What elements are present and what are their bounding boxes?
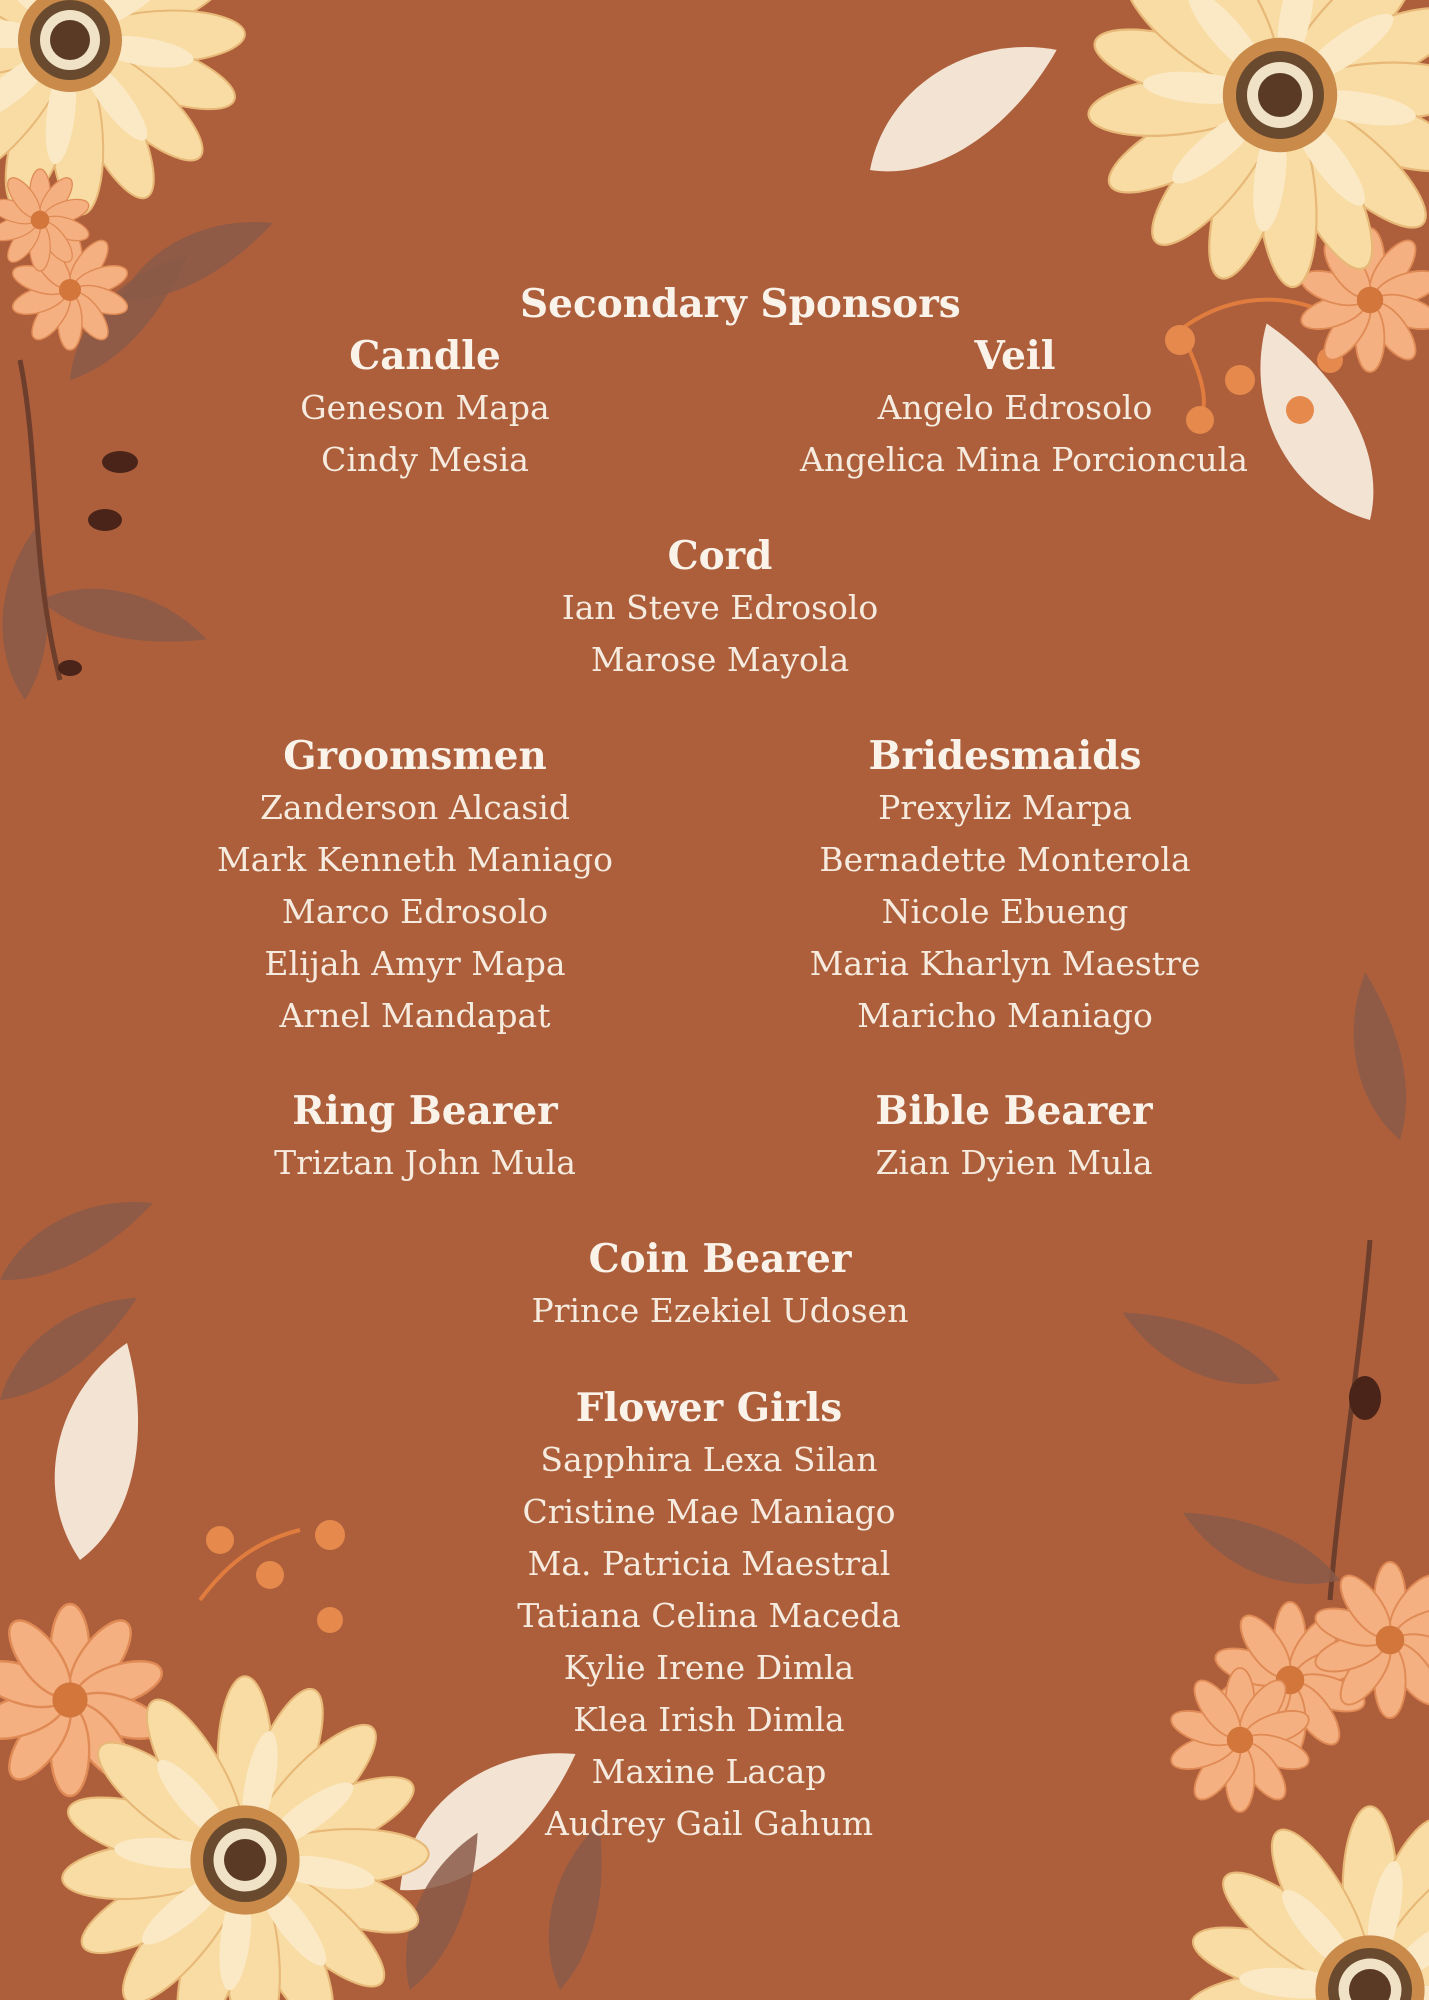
section-bible-bearer xyxy=(814,1085,1214,1189)
list-item: Nicole Ebueng xyxy=(881,892,1129,931)
list-item: Maricho Maniago xyxy=(857,996,1153,1035)
name-list xyxy=(225,382,625,486)
list-item: Cindy Mesia xyxy=(321,440,529,479)
list-item: Prexyliz Marpa xyxy=(878,788,1132,827)
section-ring-bearer xyxy=(225,1085,625,1189)
list-item: Ian Steve Edrosolo xyxy=(561,588,879,627)
list-item: Bernadette Monterola xyxy=(819,840,1191,879)
list-item: Marose Mayola xyxy=(590,640,850,679)
list-item: Geneson Mapa xyxy=(300,388,550,427)
list-item: Cristine Mae Maniago xyxy=(522,1492,896,1531)
section-veil xyxy=(800,330,1248,486)
name-list xyxy=(814,1137,1214,1189)
list-item: Marco Edrosolo xyxy=(281,892,549,931)
section-groomsmen xyxy=(200,730,630,1042)
list-item: Kylie Irene Dimla xyxy=(563,1648,855,1687)
section-heading: Cord xyxy=(667,533,773,579)
section-candle xyxy=(225,330,625,486)
list-item: Prince Ezekiel Udosen xyxy=(531,1291,909,1330)
list-item: Arnel Mandapat xyxy=(279,996,551,1035)
name-list xyxy=(225,1137,625,1189)
name-list xyxy=(790,782,1220,1042)
section-heading: Candle xyxy=(349,333,501,379)
list-item: Maxine Lacap xyxy=(591,1752,827,1791)
page-title: Secondary Sponsors xyxy=(520,281,961,327)
name-list xyxy=(509,1434,909,1850)
section-heading: Veil xyxy=(974,333,1056,379)
section-heading: Ring Bearer xyxy=(292,1088,558,1134)
name-list xyxy=(800,382,1248,486)
name-list xyxy=(200,782,630,1042)
section-flower-girls xyxy=(509,1382,909,1850)
list-item: Maria Kharlyn Maestre xyxy=(809,944,1201,983)
list-item: Triztan John Mula xyxy=(274,1143,576,1182)
name-list xyxy=(520,1285,920,1337)
list-item: Klea Irish Dimla xyxy=(573,1700,845,1739)
name-list xyxy=(520,582,920,686)
list-item: Zian Dyien Mula xyxy=(875,1143,1153,1182)
section-heading: Bridesmaids xyxy=(868,733,1142,779)
list-item: Angelica Mina Porcioncula xyxy=(800,440,1248,479)
list-item: Ma. Patricia Maestral xyxy=(527,1544,891,1583)
section-bridesmaids xyxy=(790,730,1220,1042)
list-item: Elijah Amyr Mapa xyxy=(264,944,566,983)
section-heading: Flower Girls xyxy=(575,1385,843,1431)
list-item: Angelo Edrosolo xyxy=(877,388,1153,427)
list-item: Mark Kenneth Maniago xyxy=(217,840,613,879)
section-heading: Coin Bearer xyxy=(588,1236,852,1282)
list-item: Audrey Gail Gahum xyxy=(544,1804,874,1843)
list-item: Tatiana Celina Maceda xyxy=(517,1596,901,1635)
section-heading: Bible Bearer xyxy=(875,1088,1153,1134)
section-cord xyxy=(520,530,920,686)
list-item: Zanderson Alcasid xyxy=(260,788,570,827)
section-coin-bearer xyxy=(520,1233,920,1337)
section-heading: Groomsmen xyxy=(283,733,547,779)
list-item: Sapphira Lexa Silan xyxy=(540,1440,878,1479)
